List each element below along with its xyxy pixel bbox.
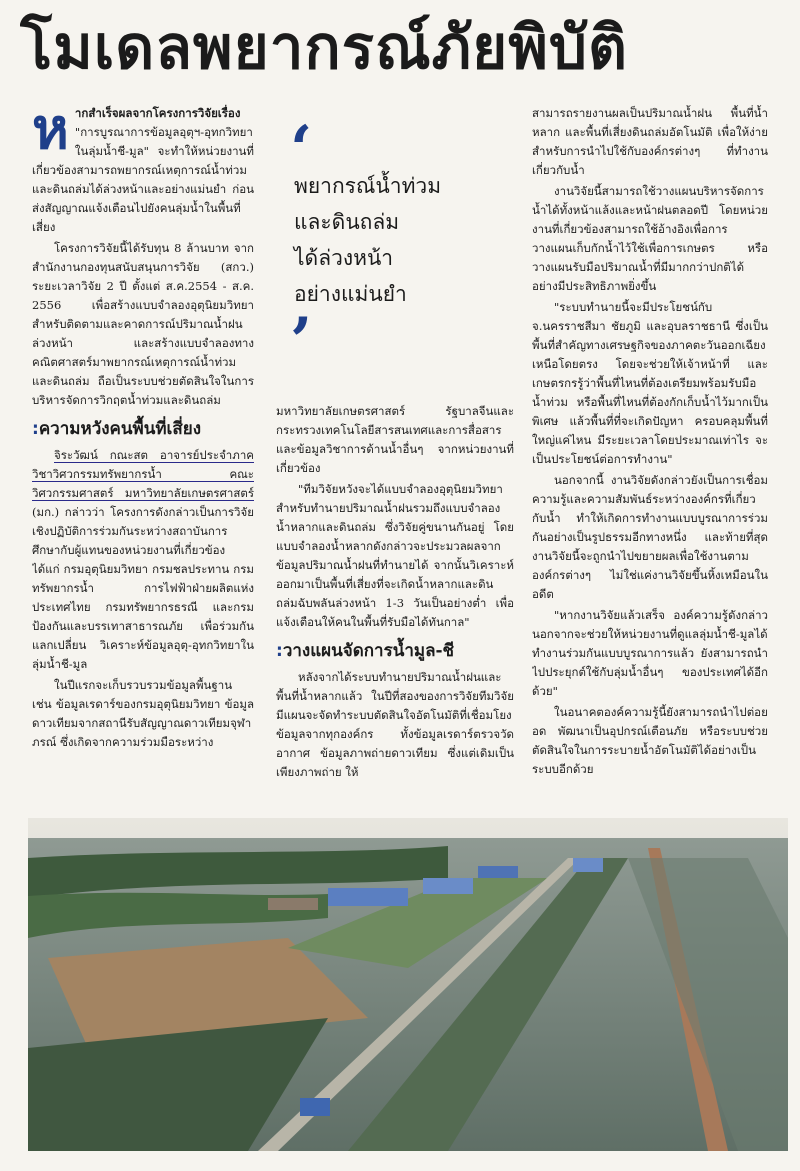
column-3 [532,104,768,820]
aerial-photo [28,818,788,1151]
paragraph: ในอนาคตองค์ความรู้นี้ยังสามารถนำไปต่อยอด พัฒนาเป็นอุปกรณ์เตือนภัย หรือระบบช่วยตัดสินใจในการระบายน้ำอัตโนมัติได้อย่างเป็นระบบอีกด้วย [532,705,768,776]
paragraph: "ระบบทำนายนี้จะมีประโยชน์กับ จ.นครราชสีมา ชัยภูมิ และอุบลราชธานี ซึ่งเป็นพื้นที่สำคัญทางเศรษฐกิจของภาคตะวันออกเฉียงเหนือโดยตรง โดยจะช่วยให้เจ้าหน้าที่ และเกษตรกรรู้ว่าพื้นที่ไหนที่ต้องเตรียมพร้อมรับมือน้ำท่วม หรือพื้นที่ไหนที่ต้องกักเก็บน้ำไว้มากเป็นพิเศษ แล้วพื้นที่ที่จะเกิดปัญหา ครอบคลุมพื้นที่ใหญ่แค่ไหน มีระยะเวลาโดยประมาณเท่าไร จะเป็นประโยชน์ต่อการทำงาน" [532,300,768,466]
headline: โมเดลพยากรณ์ภัยพิบัติ [20,13,628,83]
subheading-text: วางแผนจัดการน้ำมูล-ชี [282,641,455,661]
lead-bold-text: ากสำเร็จผลจากโครงการวิจัยเรื่อง [74,106,241,120]
paragraph: "หากงานวิจัยแล้วเสร็จ องค์ความรู้ดังกล่าวนอกจากจะช่วยให้หน่วยงานที่ดูแลลุ่มน้ำชี-มูลได้ทำงานร่วมกันแบบบูรณาการแล้ว ยังสามารถนำไปประยุกต์ใช้กับลุ่มน้ำอื่นๆ ของประเทศได้อีกด้วย" [532,608,768,698]
subheading-colon: : [276,641,283,661]
close-quote-mark: ’ [290,304,313,379]
lead-text: "การบูรณาการข้อมูลอุตุฯ-อุทกวิทยาในลุ่มน้ำชี-มูล" จะทำให้หน่วยงานที่เกี่ยวข้องสามารถพยากรณ์เหตุการณ์น้ำท่วมและดินถล่มได้ล่วงหน้าและอย่างแม่นยำ ก่อนส่งสัญญาณแจ้งเตือนไปยังคนลุ่มน้ำในพื้นที่เสี่ยง [32,125,254,234]
pull-quote-text [294,168,514,312]
drop-cap: ห [32,104,69,162]
pull-quote [288,112,518,379]
subheading-hope [32,416,254,442]
paragraph-text: (มก.) กล่าวว่า โครงการดังกล่าวเป็นการวิจัยเชิงปฏิบัติการร่วมกันระหว่างสถาบันการศึกษากับผู้แทนของหน่วยงานที่เกี่ยวข้อง ได้แก่ กรมอุตุนิยมวิทยา กรมชลประทาน กรมทรัพยากรน้ำ การไฟฟ้าฝ่ายผลิตแห่งประเทศไทย กรมทรัพยากรธรณี และกรมป้องกันและบรรเทาสาธารณภัย เพื่อร่วมกันแลกเปลี่ยน วิเคราะห์ข้อมูลอุตุ-อุทกวิทยาในลุ่มน้ำชี-มูล [32,505,254,671]
paragraph: หลังจากได้ระบบทำนายปริมาณน้ำฝนและพื้นที่น้ำหลากแล้ว ในปีที่สองของการวิจัยทีมวิจัยมีแผนจะจัดทำระบบตัดสินใจอัตโนมัติที่เชื่อมโยงข้อมูลจากทุกองค์กร ทั้งข้อมูลเรดาร์ตรวจวัดอากาศ ข้อมูลภาพถ่ายดาวเทียม ซึ่งแต่เดิมเป็นเพียงภาพถ่าย ให้ [276,670,514,779]
lead-paragraph [32,104,254,237]
pull-quote-line: ได้ล่วงหน้า [294,246,394,270]
pull-quote-line: และดินถล่ม [294,210,400,234]
subheading-colon: : [32,419,39,439]
subheading-text: ความหวังคนพื้นที่เสี่ยง [38,419,202,439]
pull-quote-line: อย่างแม่นยำ [294,282,407,306]
paragraph: นอกจากนี้ งานวิจัยดังกล่าวยังเป็นการเชื่อมความรู้และความสัมพันธ์ระหว่างองค์กรที่เกี่ยวกับน้ำ ทำให้เกิดการทำงานแบบบูรณาการร่วมกันอย่างเป็นรูปธรรมอีกทางหนึ่ง และท้ายที่สุด งานวิจัยนี้จะถูกนำไปขยายผลเพื่อใช้งานตามองค์กรต่างๆ ไม่ใช่แค่งานวิจัยขึ้นหิ้งเหมือนในอดีต [532,473,768,601]
paragraph: สามารถรายงานผลเป็นปริมาณน้ำฝน พื้นที่น้ำหลาก และพื้นที่เสี่ยงดินถล่มอัตโนมัติ เพื่อให้ง่ายสำหรับการนำไปใช้กับองค์กรต่างๆ ที่ทำงานเกี่ยวกับน้ำ [532,106,768,177]
paragraph [32,446,254,674]
paragraph: มหาวิทยาลัยเกษตรศาสตร์ รัฐบาลจีนและกระทรวงเทคโนโลยีสารสนเทศและการสื่อสาร และข้อมูลวิชาการด้านน้ำอื่นๆ จากหน่วยงานที่เกี่ยวข้อง [276,404,514,475]
subheading-water-plan [276,638,514,664]
paragraph: โครงการวิจัยนี้ได้รับทุน 8 ล้านบาท จากสำนักงานกองทุนสนับสนุนการวิจัย (สกว.) ระยะเวลาวิจัย 2 ปี ตั้งแต่ ส.ค.2554 - ส.ค. 2556 เพื่อสร้างแบบจำลองอุตุนิยมวิทยาสำหรับติดตามและคาดการณ์ปริมาณน้ำฝนล่วงหน้า และสร้างแบบจำลองทางคณิตศาสตร์มาพยากรณ์เหตุการณ์น้ำท่วมและดินถล่ม ถือเป็นระบบช่วยตัดสินใจในการบริหารจัดการวิกฤตน้ำท่วมและดินถล่ม [32,241,254,407]
aerial-photo-flooded-campus-icon [28,818,788,1151]
column-2 [276,402,514,820]
paragraph: งานวิจัยนี้สามารถใช้วางแผนบริหารจัดการน้ำได้ทั้งหน้าแล้งและหน้าฝนตลอดปี โดยหน่วยงานที่เกี่ยวข้องสามารถใช้อ้างอิงเพื่อการวางแผนเก็บกักน้ำไว้ใช้เพื่อการเกษตร หรือวางแผนรับมือปริมาณน้ำที่มีมากกว่าปกติได้อย่างมีประสิทธิภาพยิ่งขึ้น [532,184,768,293]
underlined-name: จิระวัฒน์ กณะสต อาจารย์ประจำภาควิชาวิศวกรรมทรัพยากรน้ำ คณะวิศวกรรมศาสตร์ มหาวิทยาลัยเกษตรศาสตร์ [32,448,254,500]
column-1 [32,104,254,820]
paragraph: ในปีแรกจะเก็บรวบรวมข้อมูลพื้นฐาน เช่น ข้อมูลเรดาร์ของกรมอุตุนิยมวิทยา ข้อมูลดาวเทียมจากสถานีรับสัญญาณดาวเทียมจุฬาภรณ์ ซึ่งเกิดจากความร่วมมือระหว่าง [32,678,254,749]
open-quote-mark: ‘ [290,112,313,187]
paragraph: "ทีมวิจัยหวังจะได้แบบจำลองอุตุนิยมวิทยาสำหรับทำนายปริมาณน้ำฝนรวมถึงแบบจำลองน้ำหลากและดินถล่ม ซึ่งวิจัยคู่ขนานกันอยู่ โดยแบบจำลองน้ำหลากดังกล่าวจะประมวลผลจากข้อมูลปริมาณน้ำฝนที่ทำนายได้ จากนั้นวิเคราะห์ออกมาเป็นพื้นที่เสี่ยงที่จะเกิดน้ำหลากและดินถล่มฉับพลันล่วงหน้า 1-3 วันเป็นอย่างต่ำ เพื่อแจ้งเตือนให้คนในพื้นที่รับมือได้ทันกาล" [276,482,514,629]
pull-quote-line: พยากรณ์น้ำท่วม [294,174,442,198]
